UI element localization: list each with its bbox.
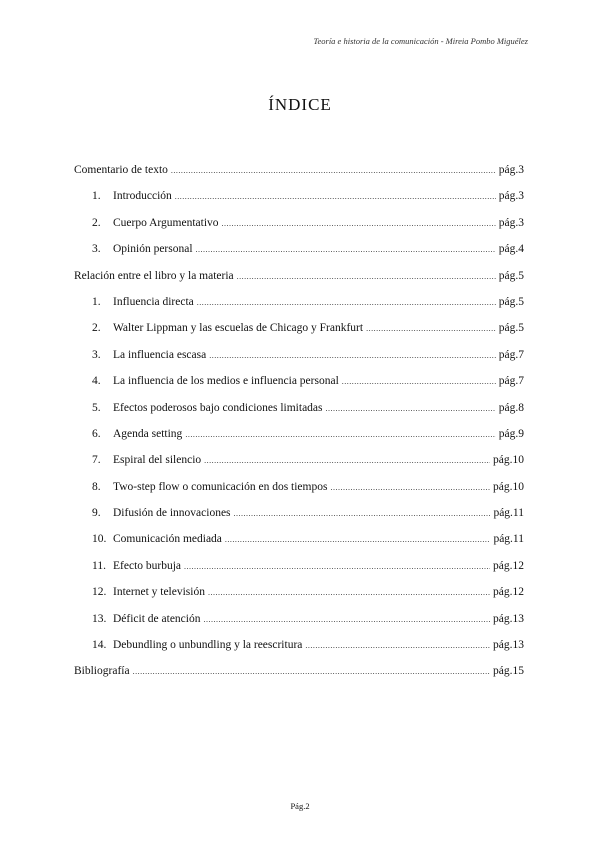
toc-entry-number: 2. [92,322,101,335]
toc-entry-agenda-setting[interactable] [74,428,524,454]
toc-entry-number: 9. [92,507,101,520]
toc-entry-number: 11. [92,559,106,572]
toc-entry-opinion[interactable] [74,243,524,269]
page-number-footer: Pág.2 [290,801,310,811]
toc-entry-page: pág.4 [498,243,524,256]
toc-entry-label: Déficit de atención [113,612,201,625]
toc-leader-dots [204,456,490,465]
toc-entry-two-step[interactable] [74,481,524,507]
toc-leader-dots [237,272,496,281]
toc-leader-dots [222,219,496,228]
toc-entry-page: pág.10 [493,454,524,467]
running-header: Teoría e historia de la comunicación - Mireia Pombo Miguélez [313,36,528,46]
toc-entry-page: pág.13 [493,639,524,652]
toc-entry-page: pág.5 [498,295,524,308]
toc-entry-number: 10. [92,533,107,546]
toc-entry-number: 14. [92,639,107,652]
toc-entry-page: pág.3 [498,190,524,203]
toc-entry-efectos-poderosos[interactable] [74,402,524,428]
toc-entry-label: Debundling o unbundling y la reescritura [113,639,303,652]
toc-entry-label: Walter Lippman y las escuelas de Chicago y Frankfurt [113,322,364,335]
toc-entry-page: pág.13 [493,612,524,625]
toc-entry-number: 12. [92,586,107,599]
toc-entry-page: pág.11 [493,533,524,546]
toc-entry-page: pág.5 [498,322,524,335]
toc-entry-label: Comunicación mediada [113,533,222,546]
toc-leader-dots [185,430,495,439]
toc-entry-label: Cuerpo Argumentativo [113,216,219,229]
toc-entry-bibliografia[interactable] [74,665,524,691]
toc-entry-number: 1. [92,190,101,203]
toc-leader-dots [326,404,496,413]
toc-leader-dots [133,667,490,676]
toc-entry-espiral[interactable] [74,454,524,480]
toc-entry-page: pág.3 [498,216,524,229]
toc-entry-page: pág.12 [493,586,524,599]
toc-entry-label: Espiral del silencio [113,454,202,467]
toc-leader-dots [305,641,490,650]
toc-entry-number: 13. [92,612,107,625]
toc-entry-label: Efectos poderosos bajo condiciones limitadas [113,401,323,414]
toc-entry-number: 6. [92,427,101,440]
toc-entry-influencia-medios[interactable] [74,375,524,401]
toc-entry-comentario[interactable] [74,164,524,190]
toc-entry-label: Opinión personal [113,243,193,256]
toc-entry-page: pág.7 [498,348,524,361]
toc-entry-number: 5. [92,401,101,414]
toc-entry-cuerpo[interactable] [74,217,524,243]
toc-entry-page: pág.3 [498,164,524,176]
toc-entry-label: Influencia directa [113,295,194,308]
toc-entry-relacion[interactable] [74,270,524,296]
toc-entry-introduccion[interactable] [74,190,524,216]
toc-entry-lippman[interactable] [74,322,524,348]
toc-entry-label: Introducción [113,190,172,203]
toc-leader-dots [330,483,490,492]
toc-entry-number: 3. [92,243,101,256]
toc-leader-dots [225,535,491,544]
toc-entry-efecto-burbuja[interactable] [74,560,524,586]
toc-leader-dots [184,562,490,571]
toc-entry-comunicacion-mediada[interactable] [74,533,524,559]
toc-entry-label: Two-step flow o comunicación en dos tiempos [113,480,328,493]
toc-leader-dots [204,615,491,624]
toc-leader-dots [209,351,496,360]
toc-leader-dots [196,245,496,254]
toc-entry-page: pág.12 [493,559,524,572]
toc-entry-page: pág.9 [498,427,524,440]
toc-entry-debundling[interactable] [74,639,524,665]
toc-entry-influencia-escasa[interactable] [74,349,524,375]
toc-entry-number: 2. [92,216,101,229]
table-of-contents [74,164,524,692]
toc-leader-dots [366,324,496,333]
toc-entry-label: Bibliografía [74,665,130,678]
toc-entry-label: Efecto burbuja [113,559,182,572]
toc-entry-label: La influencia escasa [113,348,207,361]
toc-entry-page: pág.10 [493,480,524,493]
toc-entry-label: La influencia de los medios e influencia personal [113,375,339,388]
toc-entry-deficit-atencion[interactable] [74,613,524,639]
toc-leader-dots [208,588,490,597]
toc-entry-number: 7. [92,454,101,467]
toc-leader-dots [197,298,496,307]
toc-leader-dots [342,377,496,386]
toc-entry-number: 8. [92,480,101,493]
toc-entry-label: Internet y televisión [113,586,205,599]
toc-entry-page: pág.5 [498,269,524,282]
toc-leader-dots [175,192,496,201]
toc-entry-page: pág.11 [493,507,524,520]
toc-entry-label: Difusión de innovaciones [113,507,231,520]
toc-entry-page: pág.15 [493,665,524,678]
toc-entry-page: pág.7 [498,375,524,388]
toc-entry-label: Relación entre el libro y la materia [74,269,234,282]
toc-entry-influencia-directa[interactable] [74,296,524,322]
toc-entry-number: 3. [92,348,101,361]
toc-entry-label: Comentario de texto [74,164,168,176]
toc-entry-page: pág.8 [498,401,524,414]
toc-leader-dots [171,166,496,175]
toc-leader-dots [234,509,491,518]
toc-entry-number: 1. [92,295,101,308]
page-title: ÍNDICE [268,95,332,114]
toc-entry-number: 4. [92,375,101,388]
toc-entry-label: Agenda setting [113,427,183,440]
toc-entry-difusion[interactable] [74,507,524,533]
toc-entry-internet-television[interactable] [74,586,524,612]
